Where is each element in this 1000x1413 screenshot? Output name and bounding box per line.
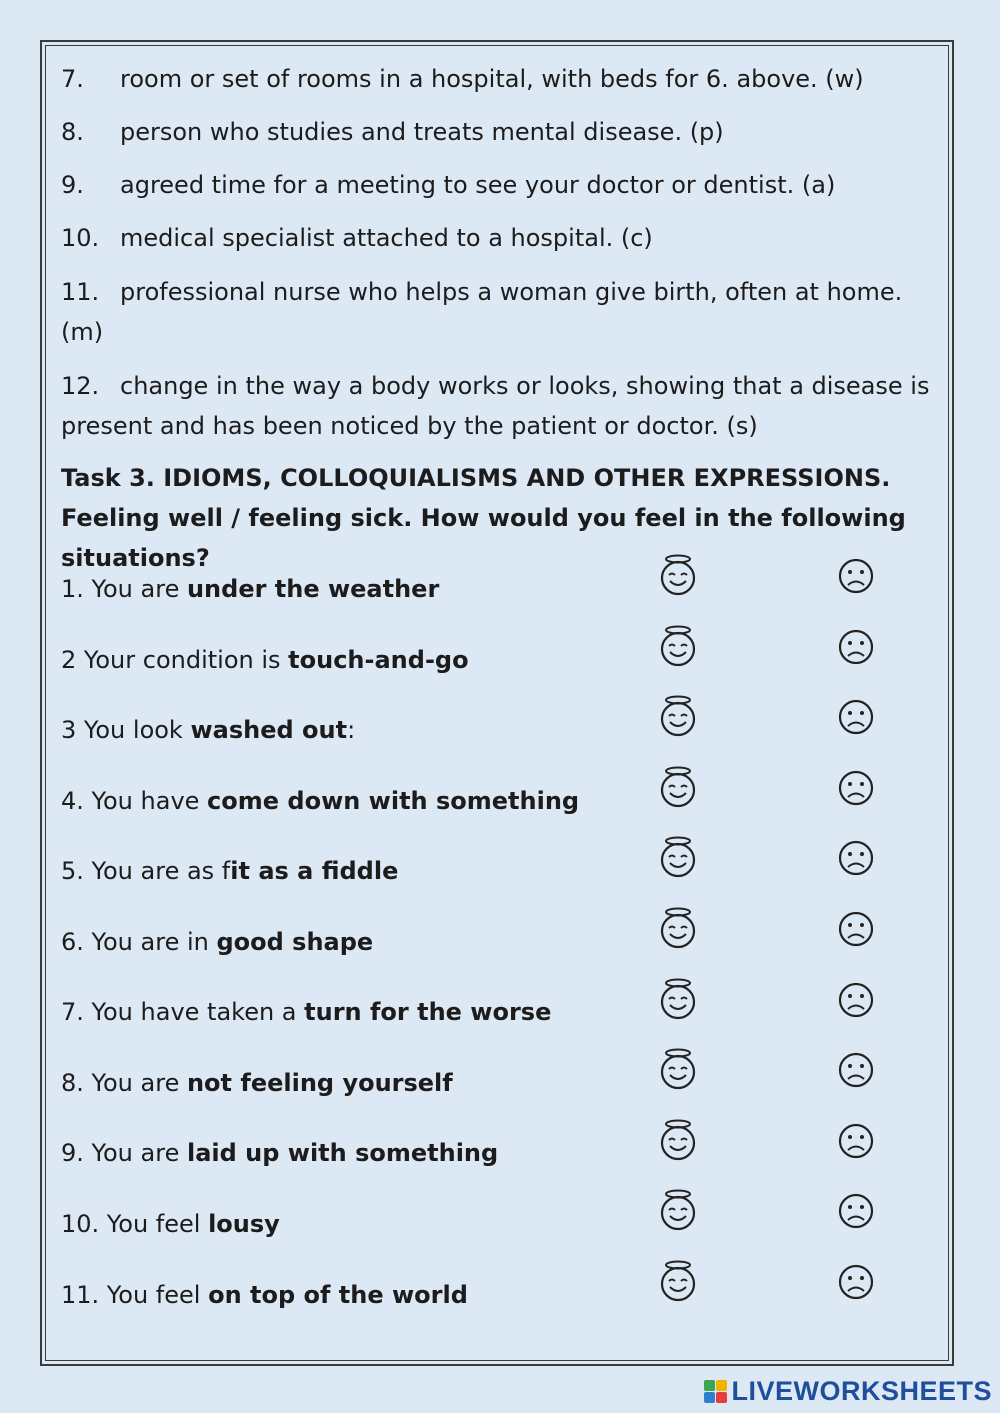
sad-face-icon[interactable] — [836, 978, 876, 1022]
definition-12: 12. change in the way a body works or looks, showing that a disease is present and has been noticed by the patient or doctor. (s) — [61, 372, 930, 440]
idiom-item-11: 11. You feel on top of the world — [61, 1281, 468, 1309]
smiling-face-with-halo-icon[interactable] — [658, 1259, 698, 1303]
idiom-item-8: 8. You are not feeling yourself — [61, 1069, 453, 1097]
sad-face-icon[interactable] — [836, 766, 876, 810]
sad-face-icon[interactable] — [836, 625, 876, 669]
sad-face-icon[interactable] — [836, 836, 876, 880]
task-3-heading: Task 3. IDIOMS, COLLOQUIALISMS AND OTHER EXPRESSIONS. Feeling well / feeling sick. How would you feel in the following situations? — [61, 464, 906, 572]
smiling-face-with-halo-icon[interactable] — [658, 1118, 698, 1162]
idiom-item-3: 3 You look washed out: — [61, 716, 356, 744]
smiling-face-with-halo-icon[interactable] — [658, 977, 698, 1021]
smiling-face-with-halo-icon[interactable] — [658, 624, 698, 668]
liveworksheets-logo-icon — [704, 1380, 727, 1403]
smiling-face-with-halo-icon[interactable] — [658, 1047, 698, 1091]
definition-8: 8. person who studies and treats mental disease. (p) — [61, 118, 724, 146]
sad-face-icon[interactable] — [836, 907, 876, 951]
smiling-face-with-halo-icon[interactable] — [658, 694, 698, 738]
idiom-item-5: 5. You are as fit as a fiddle — [61, 857, 399, 885]
definition-10: 10. medical specialist attached to a hospital. (c) — [61, 224, 653, 252]
idiom-item-7: 7. You have taken a turn for the worse — [61, 998, 552, 1026]
idiom-item-9: 9. You are laid up with something — [61, 1139, 499, 1167]
sad-face-icon[interactable] — [836, 554, 876, 598]
smiling-face-with-halo-icon[interactable] — [658, 553, 698, 597]
idiom-item-1: 1. You are under the weather — [61, 575, 440, 603]
sad-face-icon[interactable] — [836, 1189, 876, 1233]
smiling-face-with-halo-icon[interactable] — [658, 1188, 698, 1232]
idiom-item-10: 10. You feel lousy — [61, 1210, 280, 1238]
idiom-item-2: 2 Your condition is touch-and-go — [61, 646, 469, 674]
idiom-item-6: 6. You are in good shape — [61, 928, 374, 956]
definition-9: 9. agreed time for a meeting to see your doctor or dentist. (a) — [61, 171, 836, 199]
sad-face-icon[interactable] — [836, 1260, 876, 1304]
liveworksheets-brand — [704, 1376, 992, 1407]
definition-11: 11. professional nurse who helps a woman give birth, often at home. (m) — [61, 278, 903, 346]
smiling-face-with-halo-icon[interactable] — [658, 906, 698, 950]
smiling-face-with-halo-icon[interactable] — [658, 765, 698, 809]
sad-face-icon[interactable] — [836, 1048, 876, 1092]
brand-name: LIVEWORKSHEETS — [731, 1376, 992, 1406]
idiom-item-4: 4. You have come down with something — [61, 787, 580, 815]
smiling-face-with-halo-icon[interactable] — [658, 835, 698, 879]
definition-7: 7. room or set of rooms in a hospital, with beds for 6. above. (w) — [61, 65, 864, 93]
sad-face-icon[interactable] — [836, 1119, 876, 1163]
sad-face-icon[interactable] — [836, 695, 876, 739]
